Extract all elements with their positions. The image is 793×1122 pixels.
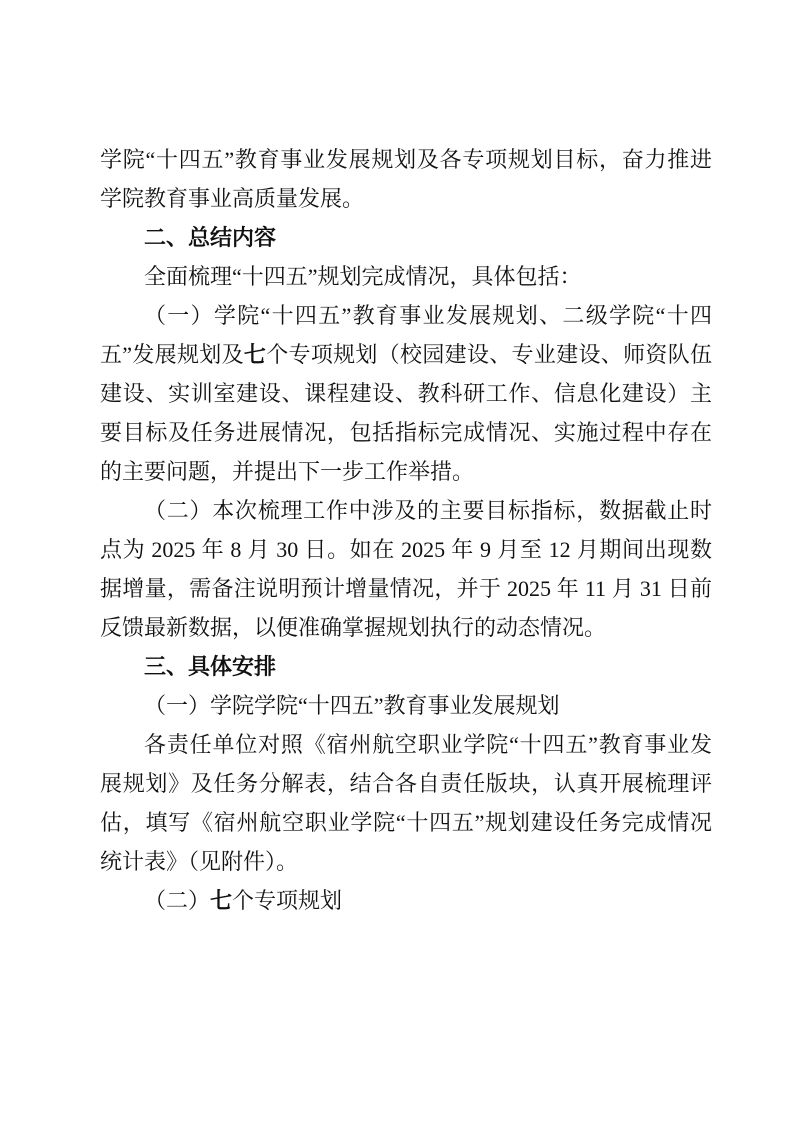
paragraph <box>100 725 712 881</box>
text-run: （一）学院学院“十四五”教育事业发展规划 <box>144 693 560 718</box>
section-heading <box>100 647 712 686</box>
paragraph <box>100 491 712 647</box>
text-run: 个专项规划（校园建设、专业建设、师资队伍建设、实训室建设、课程建设、教科研工作、信息化建设）主要目标及任务进展情况，包括指标完成情况、实施过程中存在的主要问题，并提出下一步工作举措。 <box>100 342 712 484</box>
bold-text-run: 七 <box>210 888 233 913</box>
bold-text-run: 三、具体安排 <box>144 654 277 679</box>
text-run: 全面梳理“十四五”规划完成情况，具体包括： <box>144 264 582 289</box>
paragraph <box>100 881 712 920</box>
bold-text-run: 七 <box>243 342 267 367</box>
text-run: （一）学院“十四五”教育事业发展规划、二级学院“十四五”发展规划及 <box>100 303 712 367</box>
paragraph <box>100 257 712 296</box>
text-run: （二）本次梳理工作中涉及的主要目标指标，数据截止时点为 2025 年 8 月 30 日。如在 2025 年 9 月至 12 月期间出现数据增量，需备注说明预计增量情况，并于 2025 年 11 月 31 日前反馈最新数据，以便准确掌握规划执行的动态情况。 <box>100 498 712 640</box>
bold-text-run: 二、总结内容 <box>144 225 277 250</box>
text-run: 各责任单位对照《宿州航空职业学院“十四五”教育事业发展规划》及任务分解表，结合各自责任版块，认真开展梳理评估，填写《宿州航空职业学院“十四五”规划建设任务完成情况统计表》（见附件）。 <box>100 732 713 874</box>
text-run: 学院“十四五”教育事业发展规划及各专项规划目标，奋力推进学院教育事业高质量发展。 <box>100 147 712 211</box>
paragraph <box>100 686 712 725</box>
paragraph <box>100 296 712 491</box>
text-run: 个专项规划 <box>232 888 343 913</box>
document-body <box>100 140 712 920</box>
paragraph <box>100 140 712 218</box>
text-run: （二） <box>144 888 211 913</box>
section-heading <box>100 218 712 257</box>
